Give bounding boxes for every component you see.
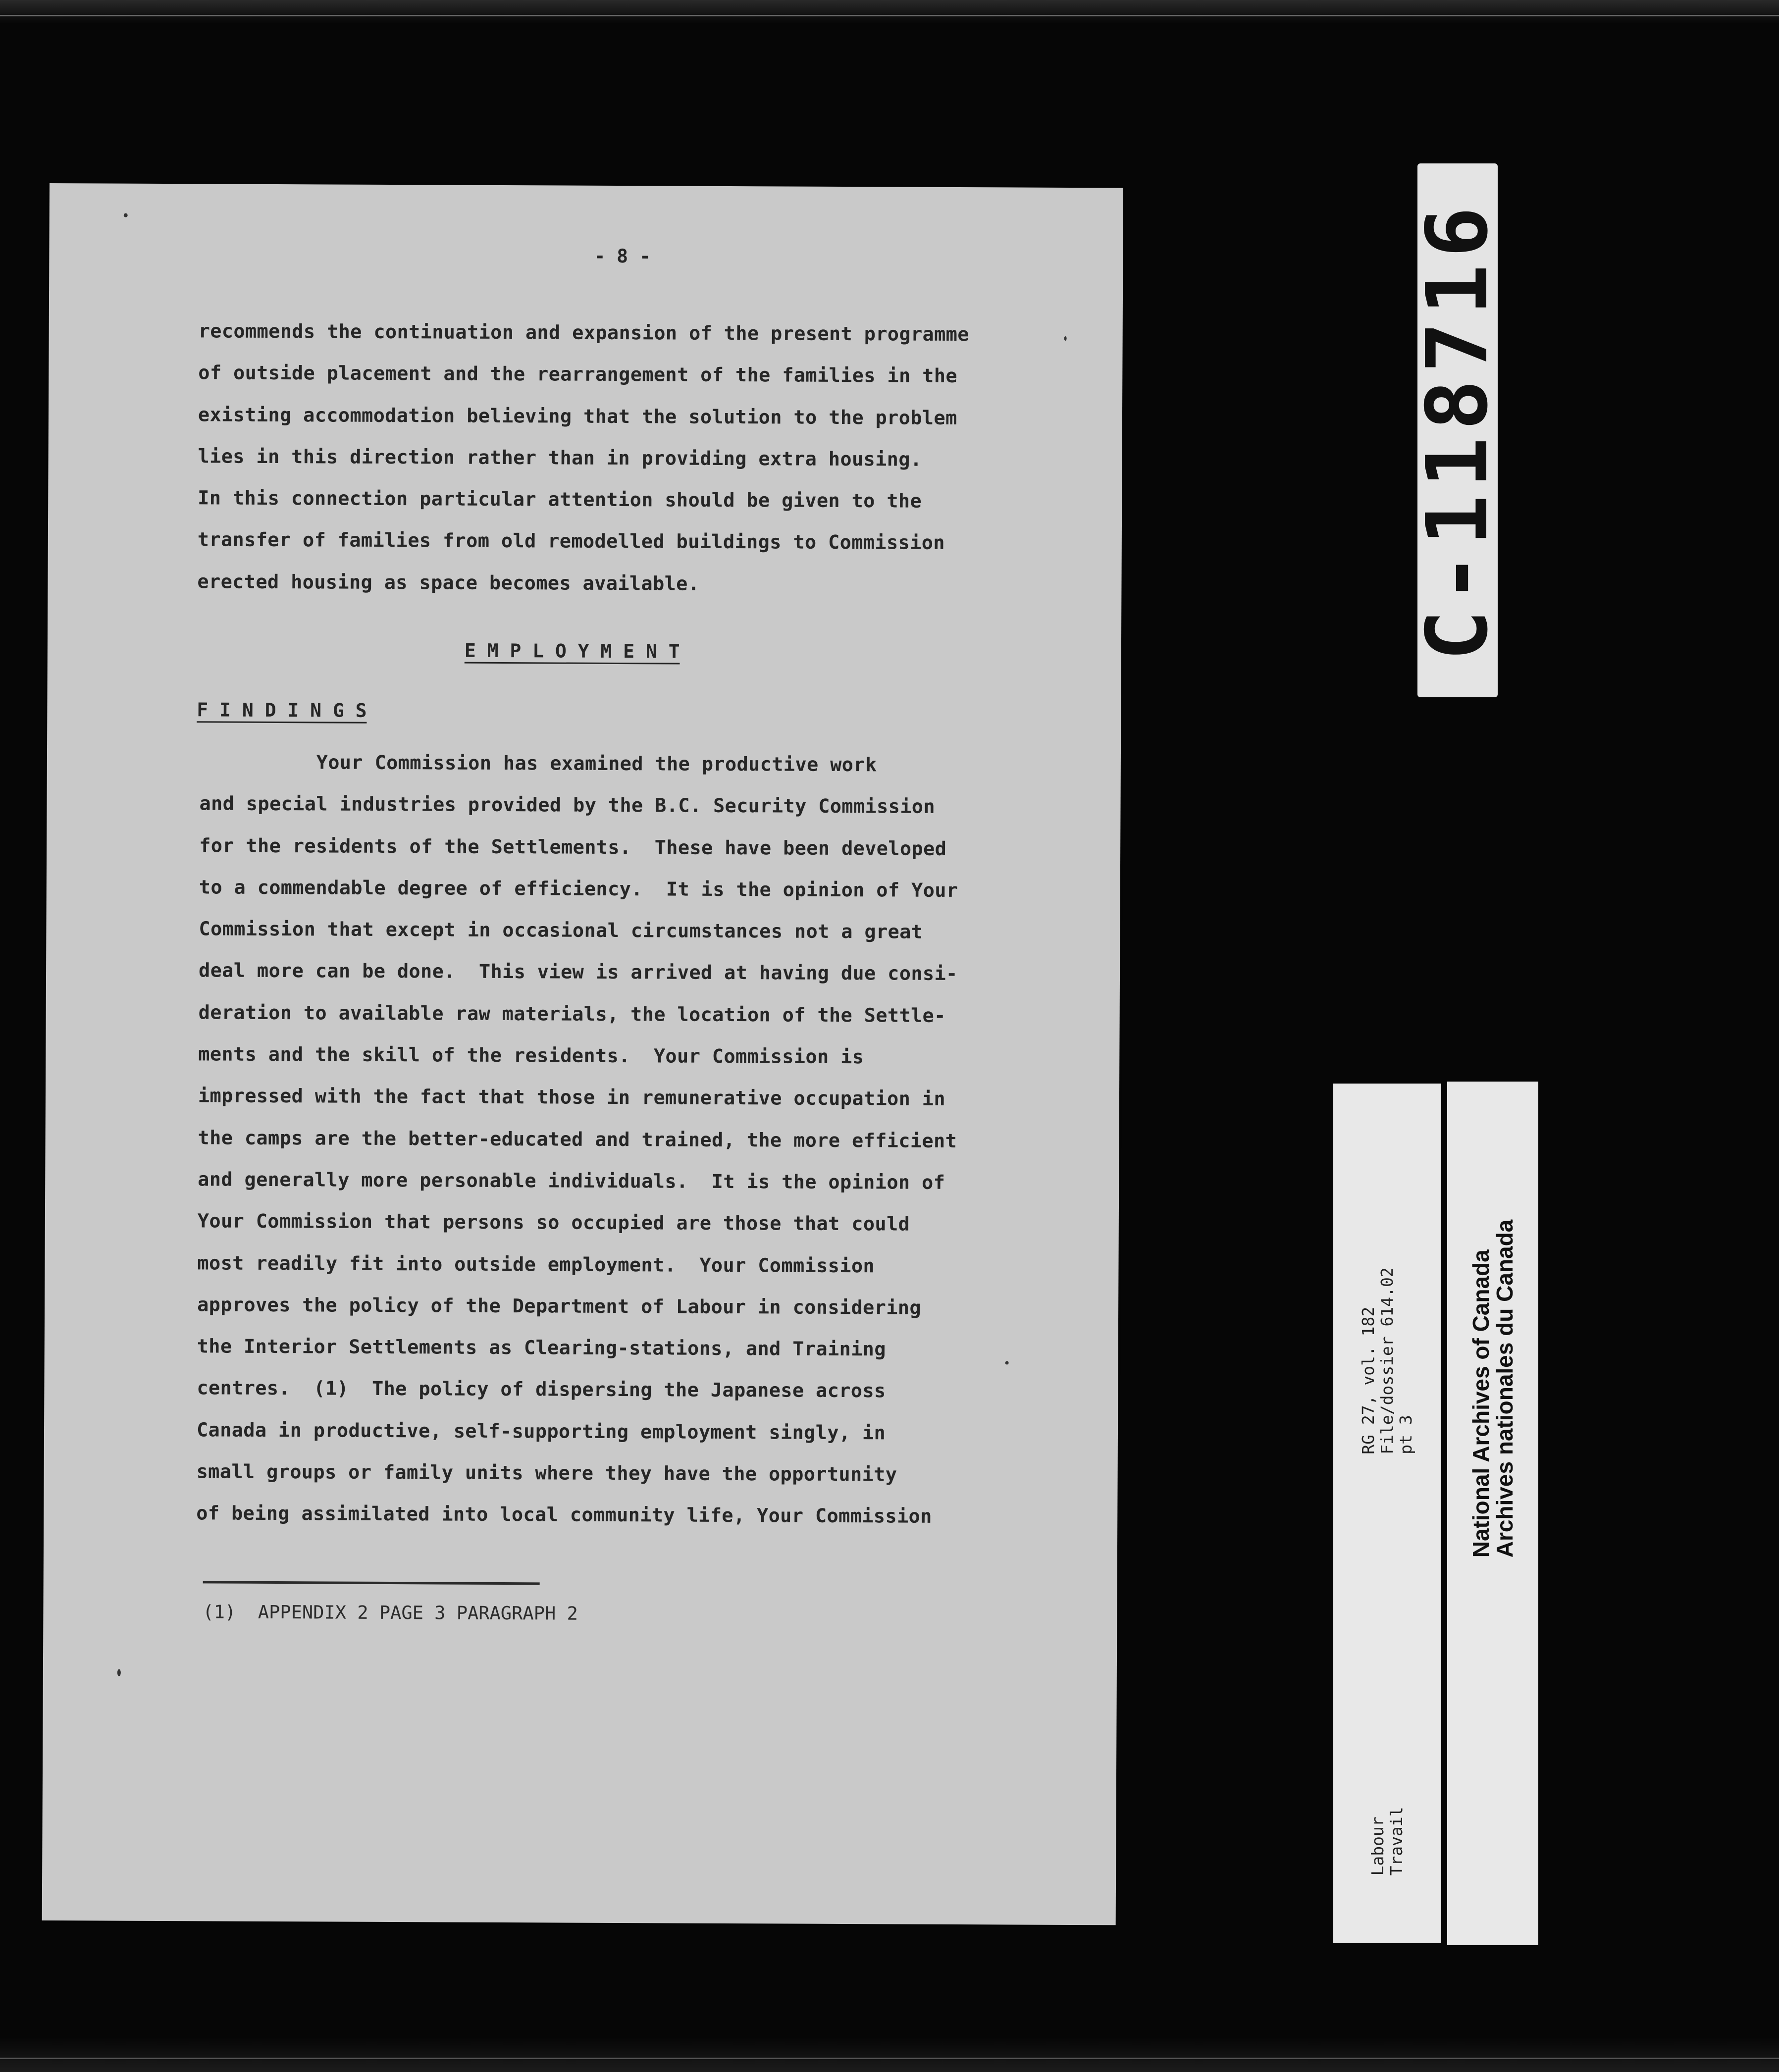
text-line: In this connection particular attention should be given to the (198, 487, 922, 513)
section-heading-employment: E M P L O Y M E N T (464, 639, 680, 663)
text-line: Your Commission that persons so occupied are those that could (197, 1210, 910, 1236)
footnote: (1) APPENDIX 2 PAGE 3 PARAGRAPH 2 (203, 1601, 578, 1624)
archives-institution-label (1447, 1082, 1538, 1945)
text-line: of being assimilated into local community life, Your Commission (196, 1502, 932, 1528)
department-name (1368, 1807, 1406, 1875)
institution-name (1469, 1220, 1517, 1558)
institution-line: National Archives of Canada (1468, 1249, 1494, 1558)
typed-page (42, 183, 1123, 1925)
text-line: ments and the skill of the residents. Your Commission is (198, 1043, 864, 1069)
text-line: recommends the continuation and expansion of the present programme (198, 320, 970, 346)
text-line: lies in this direction rather than in providing extra housing. (198, 445, 922, 471)
film-edge-top (0, 0, 1779, 24)
dust-speck (124, 213, 128, 217)
text-line: impressed with the fact that those in remunerative occupation in (198, 1085, 946, 1111)
dust-speck (1064, 336, 1067, 341)
frame-number: C-118716 (1409, 200, 1507, 661)
text-line: Canada in productive, self-supporting employment singly, in (196, 1419, 886, 1445)
reference-line: RG 27, vol. 182 (1359, 1306, 1378, 1454)
text-line: Commission that except in occasional circumstances not a great (199, 918, 923, 943)
text-line: deration to available raw materials, the location of the Settle- (198, 1001, 946, 1027)
text-line: the camps are the better-educated and trained, the more efficient (198, 1126, 957, 1152)
text-line: Your Commission has examined the productive work (199, 751, 877, 777)
footnote-divider (203, 1581, 540, 1585)
subheading-findings: F I N D I N G S (197, 699, 367, 722)
text-line: most readily fit into outside employment. Your Commission (197, 1251, 875, 1277)
paragraph-housing (197, 311, 969, 606)
archival-reference-label (1333, 1084, 1441, 1943)
department-line: Labour (1368, 1816, 1387, 1876)
text-line: and special industries provided by the B.C. Security Commission (199, 792, 936, 819)
dust-speck (117, 1669, 121, 1676)
institution-line: Archives nationales du Canada (1492, 1219, 1517, 1558)
text-line: small groups or family units where they have the opportunity (196, 1460, 897, 1486)
text-line: for the residents of the Settlements. These have been developed (199, 834, 947, 860)
text-line: centres. (1) The policy of dispersing the Japanese across (197, 1377, 886, 1402)
reference-line: File/dossier 614.02 (1377, 1267, 1397, 1454)
text-line: and generally more personable individuals. It is the opinion of (198, 1168, 945, 1194)
text-line: existing accommodation believing that the solution to the problem (198, 403, 957, 429)
text-line: transfer of families from old remodelled buildings to Commission (197, 528, 945, 555)
department-line: Travail (1387, 1807, 1406, 1876)
page-number: - 8 - (594, 245, 651, 267)
reference-line: pt 3 (1396, 1415, 1415, 1454)
frame-number-strip (1409, 163, 1507, 697)
paragraph-findings (196, 741, 959, 1538)
film-edge-bottom (0, 2037, 1779, 2072)
text-line: approves the policy of the Department of Labour in considering (197, 1294, 922, 1319)
text-line: erected housing as space becomes available. (197, 570, 700, 595)
text-line: to a commendable degree of efficiency. It is the opinion of Your (199, 876, 958, 902)
dust-speck (1005, 1361, 1009, 1364)
text-line: the Interior Settlements as Clearing-stations, and Training (197, 1335, 887, 1361)
archival-reference (1359, 1267, 1415, 1454)
text-line: deal more can be done. This view is arrived at having due consi- (198, 959, 958, 985)
text-line: of outside placement and the rearrangement of the families in the (198, 362, 958, 388)
